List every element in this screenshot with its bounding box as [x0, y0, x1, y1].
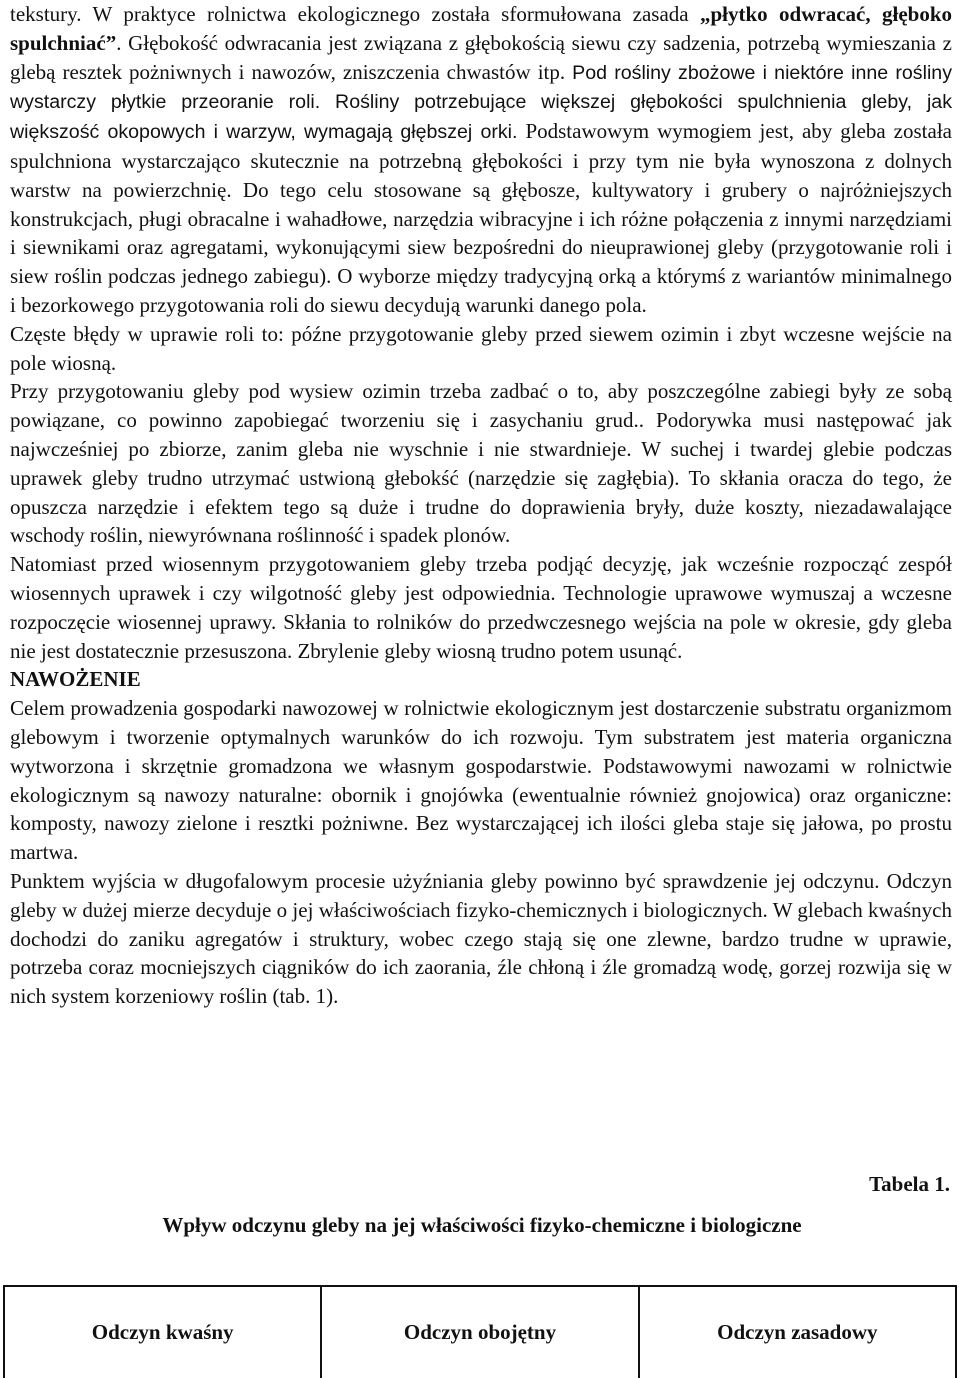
- paragraph: [10, 0, 952, 320]
- table-label: Tabela 1.: [869, 1172, 950, 1196]
- text-section-tillage: [10, 0, 952, 665]
- table-title: [0, 1213, 960, 1238]
- table-header-cell: Odczyn obojętny: [321, 1286, 638, 1378]
- table-header-cell: Odczyn kwaśny: [4, 1286, 321, 1378]
- paragraph: [10, 694, 952, 867]
- text-run: . Głębokość odwracania jest związana z głębokością siewu czy sadzenia, potrzebą wymieszania z glebą resztek pożniwnych i nawozów, zniszczenia chwastów itp.: [10, 30, 952, 84]
- text-run: Punktem wyjścia w długofalowym procesie użyźniania gleby powinno być sprawdzenie jej odczynu. Odczyn gleby w dużej mierze decyduje o jej właściwościach fizyko-chemicznych i biologicznych. W glebach kwaśnych dochodzi do zaniku agregatów i struktury, wobec czego stają się one zlewne, bardzo trudne w uprawie, potrzeba coraz mocniejszych ciągników do ich zaorania, źle chłoną i źle gromadzą wodę, gorzej rozwija się w nich system korzeniowy roślin (tab. 1).: [10, 868, 952, 1009]
- document-body: [10, 0, 952, 1011]
- text-run: „płytko odwracać, głęboko spulchniać”: [10, 2, 952, 55]
- text-section-fertilization: [10, 694, 952, 1011]
- table-header-cell: Odczyn zasadowy: [639, 1286, 956, 1378]
- paragraph: [10, 550, 952, 665]
- soil-reaction-table: [3, 1285, 957, 1378]
- section-heading: NAWOŻENIE: [10, 667, 141, 692]
- paragraph: [10, 377, 952, 550]
- text-run: tekstury. W praktyce rolnictwa ekologicznego została sformułowana zasada: [10, 2, 700, 26]
- text-run: Natomiast przed wiosennym przygotowaniem gleby trzeba podjąć decyzję, jak wcześnie rozpocząć zespół wiosennych uprawek i czy wilgotność gleby jest odpowiednia. Technologie uprawowe wymuszaj a wczesne rozpoczęcie wiosennej uprawy. Skłania to rolników do przedwczesnego wejścia na pole w okresie, gdy gleba nie jest dostatecznie przesuszona. Zbrylenie gleby wiosną trudno potem usunąć.: [10, 552, 952, 663]
- table-title-text: Wpływ odczynu gleby na jej właściwości fizyko-chemiczne i biologiczne: [162, 1213, 802, 1237]
- table-header-row: [4, 1286, 956, 1378]
- text-run: Celem prowadzenia gospodarki nawozowej w rolnictwie ekologicznym jest dostarczenie substratu organizmom glebowym i tworzenie optymalnych warunków do ich rozwoju. Tym substratem jest materia organiczna wytworzona i skrzętnie gromadzona we własnym gospodarstwie. Podstawowymi nawozami w rolnictwie ekologicznym są nawozy naturalne: obornik i gnojówka (ewentualnie również gnojowica) oraz organiczne: komposty, nawozy zielone i resztki pożniwne. Bez wystarczającej ich ilości gleba staje się jałowa, po prostu martwa.: [10, 696, 952, 865]
- text-run: Częste błędy w uprawie roli to: późne przygotowanie gleby przed siewem ozimin i zbyt wczesne wejście na pole wiosną.: [10, 321, 952, 375]
- paragraph: [10, 867, 952, 1011]
- text-run: Podstawowym wymogiem jest, aby gleba została spulchniona wystarczająco skutecznie na potrzebną głębokości i przy tym nie była wynoszona z dolnych warstw na powierzchnię. Do tego celu stosowane są głębosze, kultywatory i grubery o najróżniejszych konstrukcjach, pługi obracalne i wahadłowe, narzędzia wibracyjne i ich różne połączenia z innymi narzędziami i siewnikami oraz agregatami, wykonującymi siew bezpośredni do nieuprawionej gleby (przygotowanie roli i siew roślin podczas jednego zabiegu). O wyborze między tradycyjną orką a którymś z wariantów minimalnego i bezorkowego przygotowania roli do siewu decydują warunki danego pola.: [10, 119, 952, 317]
- text-run: Pod rośliny zbożowe i niektóre inne rośliny wystarczy płytkie przeoranie roli. Rośliny potrzebujące większej głębokości spulchnienia gleby, jak większość okopowych i warzyw, wymagają głębszej orki.: [10, 61, 952, 144]
- paragraph: [10, 320, 952, 378]
- text-run: Przy przygotowaniu gleby pod wysiew ozimin trzeba zadbać o to, aby poszczególne zabiegi były ze sobą powiązane, co powinno zapobiegać tworzeniu się i zasychaniu grud.. Podorywka musi następować jak najwcześniej po zbiorze, zanim gleba nie wyschnie i nie stwardnieje. W suchej i twardej glebie podczas uprawek gleby trudno utrzymać ustwioną głebokść (narzędzie się zagłębia). To skłania oracza do tego, że opuszcza narzędzie i efektem tego są duże i trudne do doprawienia bryły, duże koszty, niezadawalające wschody roślin, niewyrównana roślinność i spadek plonów.: [10, 379, 952, 548]
